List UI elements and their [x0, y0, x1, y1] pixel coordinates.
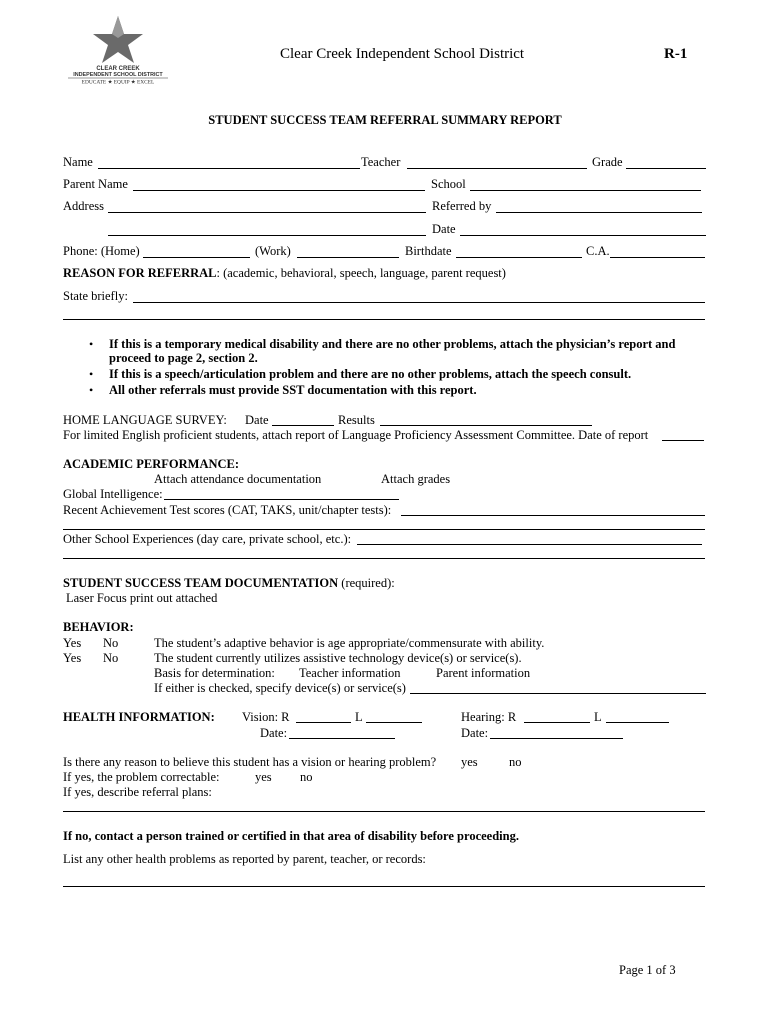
phone-home-field[interactable] — [143, 257, 250, 258]
bullet-speech: If this is a speech/articulation problem and there are no other problems, attach the speech consult. — [109, 367, 632, 381]
sst-heading — [63, 576, 395, 590]
phone-work-field[interactable] — [297, 257, 399, 258]
state-briefly-field-line2[interactable] — [63, 319, 705, 320]
behavior-no-2[interactable]: No — [103, 651, 119, 665]
vision-date-label: Date: — [260, 726, 288, 740]
hls-results-field[interactable] — [380, 425, 592, 426]
bullet-medical-cont: proceed to page 2, section 2. — [109, 351, 258, 365]
parent-name-field[interactable] — [133, 190, 425, 191]
phone-work-label: (Work) — [255, 244, 291, 258]
correctable-no[interactable]: no — [300, 770, 313, 784]
grade-label: Grade — [592, 155, 623, 169]
svg-text:INDEPENDENT SCHOOL DISTRICT: INDEPENDENT SCHOOL DISTRICT — [73, 72, 163, 78]
other-experiences-field-line2[interactable] — [63, 558, 705, 559]
district-title: Clear Creek Independent School District — [280, 46, 525, 62]
achievement-scores-label: Recent Achievement Test scores (CAT, TAKS, unit/chapter tests): — [63, 503, 392, 517]
basis-label: Basis for determination: — [154, 666, 275, 680]
other-health-label: List any other health problems as reported by parent, teacher, or records: — [63, 852, 426, 866]
correctable-label: If yes, the problem correctable: — [63, 770, 220, 784]
specify-label: If either is checked, specify device(s) or service(s) — [154, 681, 406, 695]
reason-label: REASON FOR REFERRAL — [63, 266, 217, 280]
attach-attendance: Attach attendance documentation — [154, 472, 322, 486]
vision-hearing-question: Is there any reason to believe this student has a vision or hearing problem? — [63, 755, 437, 769]
hearing-date-field[interactable] — [490, 738, 623, 739]
adaptive-behavior-statement: The student’s adaptive behavior is age appropriate/commensurate with ability. — [154, 636, 545, 650]
referral-plans-field[interactable] — [63, 811, 705, 812]
sst-heading-label: STUDENT SUCCESS TEAM DOCUMENTATION — [63, 576, 339, 590]
hearing-l-label: L — [594, 710, 602, 724]
birthdate-field[interactable] — [456, 257, 582, 258]
hearing-date-label: Date: — [461, 726, 489, 740]
referred-by-label: Referred by — [432, 199, 492, 213]
ca-field[interactable] — [610, 257, 705, 258]
other-experiences-label: Other School Experiences (day care, private school, etc.): — [63, 532, 352, 546]
state-briefly-field[interactable] — [133, 302, 705, 303]
phone-home-label: Phone: (Home) — [63, 244, 140, 258]
form-code: R-1 — [664, 46, 688, 62]
other-health-field[interactable] — [63, 886, 705, 887]
page-number: Page 1 of 3 — [619, 963, 676, 977]
vision-date-field[interactable] — [289, 738, 395, 739]
global-intelligence-label: Global Intelligence: — [63, 487, 163, 501]
lep-instructions: For limited English proficient students, attach report of Language Proficiency Assessment Committee. Date of report — [63, 428, 649, 442]
bullet-icon: • — [89, 367, 94, 381]
report-title: STUDENT SUCCESS TEAM REFERRAL SUMMARY REPORT — [208, 113, 562, 127]
reason-for-referral — [63, 266, 506, 280]
star-icon — [66, 14, 170, 84]
birthdate-label: Birthdate — [405, 244, 452, 258]
laser-focus: Laser Focus print out attached — [66, 591, 218, 605]
teacher-field[interactable] — [407, 168, 587, 169]
vision-r-label: Vision: R — [242, 710, 290, 724]
referral-plans-label: If yes, describe referral plans: — [63, 785, 212, 799]
address-field[interactable] — [108, 212, 426, 213]
ca-label: C.A. — [586, 244, 610, 258]
school-field[interactable] — [470, 190, 701, 191]
assistive-tech-statement: The student currently utilizes assistive technology device(s) or service(s). — [154, 651, 522, 665]
referred-by-field[interactable] — [496, 212, 702, 213]
date-label: Date — [432, 222, 456, 236]
reason-options: : (academic, behavioral, speech, language, parent request) — [216, 266, 506, 280]
global-intelligence-field[interactable] — [164, 499, 399, 500]
parent-name-label: Parent Name — [63, 177, 128, 191]
attach-grades: Attach grades — [381, 472, 451, 486]
hls-date-label: Date — [245, 413, 269, 427]
hls-date-field[interactable] — [272, 425, 334, 426]
behavior-yes-2[interactable]: Yes — [63, 651, 82, 665]
behavior-heading: BEHAVIOR: — [63, 620, 134, 634]
name-label: Name — [63, 155, 93, 169]
bullet-medical: If this is a temporary medical disability and there are no other problems, attach the physician’s report and — [109, 337, 676, 351]
district-logo — [66, 14, 170, 84]
vision-l-field[interactable] — [366, 722, 422, 723]
basis-teacher-info[interactable]: Teacher information — [299, 666, 401, 680]
achievement-scores-field-line2[interactable] — [63, 529, 705, 530]
hearing-l-field[interactable] — [606, 722, 669, 723]
behavior-no-1[interactable]: No — [103, 636, 119, 650]
date-field[interactable] — [460, 235, 706, 236]
school-label: School — [431, 177, 466, 191]
academic-heading: ACADEMIC PERFORMANCE: — [63, 457, 240, 471]
sst-required: (required): — [338, 576, 395, 590]
hls-results-label: Results — [338, 413, 375, 427]
grade-field[interactable] — [626, 168, 706, 169]
bullet-sst: All other referrals must provide SST documentation with this report. — [109, 383, 477, 397]
question-no[interactable]: no — [509, 755, 522, 769]
bullet-icon: • — [89, 383, 94, 397]
address-label: Address — [63, 199, 104, 213]
address-field-line2[interactable] — [108, 235, 426, 236]
svg-text:CLEAR CREEK: CLEAR CREEK — [96, 66, 140, 72]
name-field[interactable] — [98, 168, 360, 169]
basis-parent-info[interactable]: Parent information — [436, 666, 531, 680]
other-experiences-field[interactable] — [357, 544, 702, 545]
specify-field[interactable] — [410, 693, 706, 694]
state-briefly-label: State briefly: — [63, 289, 128, 303]
svg-text:EDUCATE ★ EQUIP ★ EXCEL: EDUCATE ★ EQUIP ★ EXCEL — [81, 79, 155, 84]
health-heading: HEALTH INFORMATION: — [63, 710, 215, 724]
home-language-survey-label: HOME LANGUAGE SURVEY: — [63, 413, 227, 427]
question-yes[interactable]: yes — [461, 755, 478, 769]
achievement-scores-field[interactable] — [401, 515, 705, 516]
if-no-instruction: If no, contact a person trained or certified in that area of disability before proceeding. — [63, 829, 519, 843]
behavior-yes-1[interactable]: Yes — [63, 636, 82, 650]
lep-date-field[interactable] — [662, 440, 704, 441]
vision-l-label: L — [355, 710, 363, 724]
correctable-yes[interactable]: yes — [255, 770, 272, 784]
vision-r-field[interactable] — [296, 722, 351, 723]
bullet-icon: • — [89, 337, 94, 351]
hearing-r-field[interactable] — [524, 722, 590, 723]
hearing-r-label: Hearing: R — [461, 710, 517, 724]
teacher-label: Teacher — [361, 155, 401, 169]
